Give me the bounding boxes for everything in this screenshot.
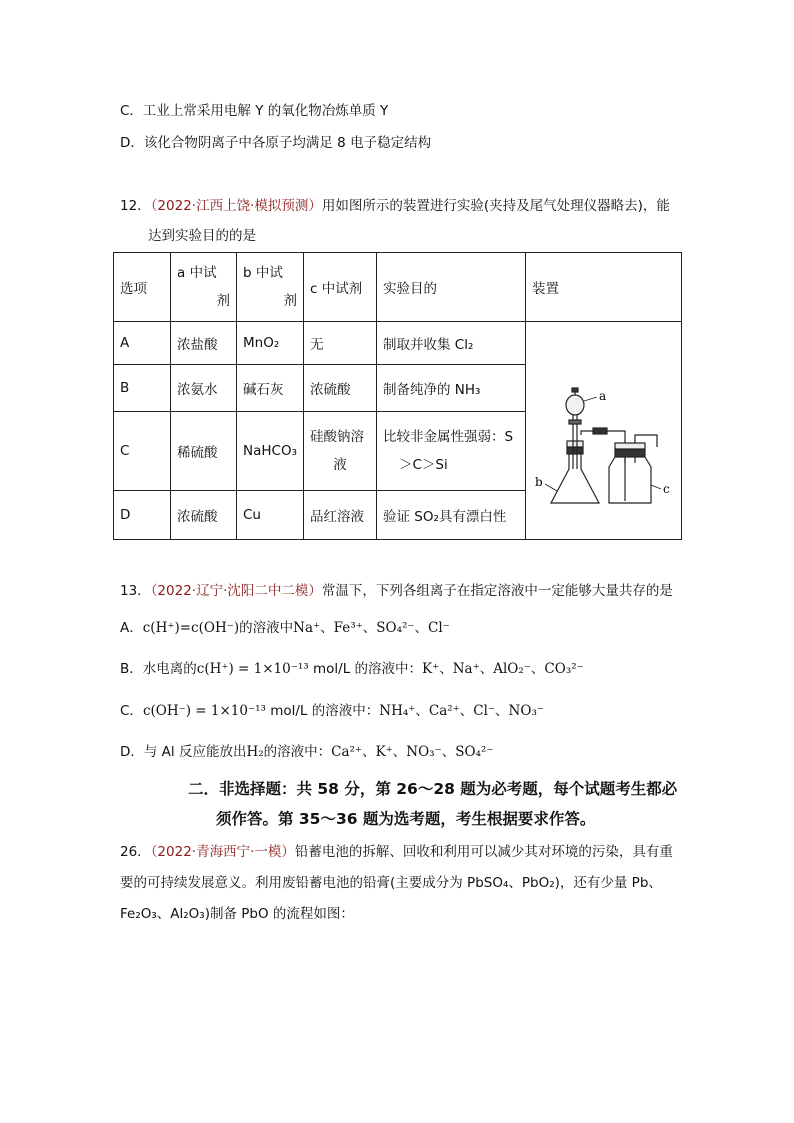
row-c-option: C <box>114 412 171 491</box>
q13-option-d <box>120 742 493 762</box>
q13-b-unit: mol/L 的溶液中： <box>308 661 423 677</box>
label-c-leader <box>651 485 661 489</box>
row-d-reagent-c: 品红溶液 <box>304 491 377 540</box>
apparatus-diagram <box>529 351 679 511</box>
q13-d-label: D．与 Al 反应能放出 <box>120 744 247 760</box>
q12-stem-line1 <box>120 196 670 216</box>
q13-stem-text: 常温下，下列各组离子在指定溶液中一定能够大量共存的是 <box>321 583 673 599</box>
q13-b-label: B．水电离的 <box>120 661 197 677</box>
q13-a-label: A． <box>120 620 143 636</box>
row-a-reagent-b: MnO₂ <box>237 322 304 365</box>
header-apparatus: 装置 <box>526 253 682 322</box>
header-goal: 实验目的 <box>377 253 526 322</box>
row-d-goal: 验证 SO₂具有漂白性 <box>377 491 526 540</box>
row-c-reagent-b: NaHCO₃ <box>237 412 304 491</box>
gas-bottle <box>609 443 651 503</box>
row-a-reagent-a: 浓盐酸 <box>171 322 237 365</box>
table-row <box>114 322 682 365</box>
label-b: b <box>534 474 543 489</box>
q13-stem <box>120 581 673 601</box>
row-a-reagent-c: 无 <box>304 322 377 365</box>
row-c-goal-bot: ＞C＞Si <box>399 457 448 473</box>
q26-line2: 要的可持续发展意义。利用废铅蓄电池的铅膏(主要成分为 PbSO₄、PbO₂)，还有少量 Pb、 <box>120 875 662 891</box>
row-a-option: A <box>114 322 171 365</box>
row-c-reagent-c-bot: 液 <box>333 457 347 473</box>
q13-a-ions: Na⁺、Fe³⁺、SO₄²⁻、Cl⁻ <box>293 620 450 636</box>
q13-a-text: 的溶液中 <box>239 620 294 636</box>
section2-heading-line2: 须作答。第 35～36 题为选考题，考生根据要求作答。 <box>216 810 596 828</box>
header-a-top: a 中试 <box>177 265 217 281</box>
q26-number: 26． <box>120 844 151 860</box>
option-c-text: C．工业上常采用电解 Y 的氧化物冶炼单质 Y <box>120 103 389 119</box>
q13-source: （2022·辽宁·沈阳二中二模） <box>150 583 322 599</box>
header-a-bot: 剂 <box>216 293 230 309</box>
q12-table <box>113 252 682 540</box>
row-b-reagent-c: 浓硫酸 <box>304 365 377 412</box>
option-d-text: D．该化合物阴离子中各原子均满足 8 电子稳定结构 <box>120 135 432 151</box>
row-c-reagent-c <box>304 412 377 491</box>
q13-b-ions: K⁺、Na⁺、AlO₂⁻、CO₃²⁻ <box>422 661 584 677</box>
q13-number: 13． <box>120 583 151 599</box>
q26-source: （2022·青海西宁·一模） <box>150 844 295 860</box>
header-b-top: b 中试 <box>243 265 283 281</box>
section2-heading-line1: 二．非选择题：共 58 分，第 26～28 题为必考题，每个试题考生都必 <box>188 780 678 798</box>
q13-option-a <box>120 618 450 638</box>
q13-c-unit: mol/L 的溶液中： <box>265 703 380 719</box>
row-b-option: B <box>114 365 171 412</box>
q12-number: 12． <box>120 198 151 214</box>
label-c: c <box>662 481 670 496</box>
q13-option-c <box>120 701 544 721</box>
header-b-bot: 剂 <box>283 293 297 309</box>
header-option: 选项 <box>114 253 171 322</box>
label-a-leader <box>584 397 597 401</box>
row-c-goal-top: 比较非金属性强弱：S <box>383 429 514 445</box>
q12-source: （2022·江西上饶·模拟预测） <box>150 198 322 214</box>
row-a-goal: 制取并收集 Cl₂ <box>377 322 526 365</box>
q13-d-text: 的溶液中： <box>263 744 332 760</box>
apparatus-cell <box>526 322 682 540</box>
q13-d-ions: Ca²⁺、K⁺、NO₃⁻、SO₄²⁻ <box>331 744 494 760</box>
label-b-leader <box>545 484 557 491</box>
header-b <box>237 253 304 322</box>
q13-c-label: C． <box>120 703 143 719</box>
row-d-reagent-b: Cu <box>237 491 304 540</box>
q13-d-h2: H₂ <box>246 744 264 760</box>
q26-text1: 铅蓄电池的拆解、回收和利用可以减少其对环境的污染，具有重 <box>294 844 673 860</box>
q12-stem-text: 用如图所示的装置进行实验(夹持及尾气处理仪器略去)，能 <box>321 198 670 214</box>
q13-option-b <box>120 659 584 679</box>
row-c-goal <box>377 412 526 491</box>
q26-line3: Fe₂O₃、Al₂O₃)制备 PbO 的流程如图： <box>120 906 354 922</box>
q13-c-ions: NH₄⁺、Ca²⁺、Cl⁻、NO₃⁻ <box>379 703 544 719</box>
row-d-reagent-a: 浓硫酸 <box>171 491 237 540</box>
row-c-reagent-c-top: 硅酸钠溶 <box>310 429 364 445</box>
q12-stem-line2: 达到实验目的的是 <box>148 228 256 244</box>
conical-flask <box>551 441 599 503</box>
row-b-reagent-b: 碱石灰 <box>237 365 304 412</box>
label-a: a <box>598 388 606 403</box>
row-b-reagent-a: 浓氨水 <box>171 365 237 412</box>
q13-c-cond: c(OH⁻) = 1×10⁻¹³ <box>142 703 266 719</box>
table-header-row <box>114 253 682 322</box>
header-a <box>171 253 237 322</box>
q13-a-cond: c(H⁺)=c(OH⁻) <box>142 620 240 636</box>
row-b-goal: 制备纯净的 NH₃ <box>377 365 526 412</box>
row-c-reagent-a: 稀硫酸 <box>171 412 237 491</box>
q26-line1 <box>120 842 673 862</box>
header-c: c 中试剂 <box>304 253 377 322</box>
q13-b-cond: c(H⁺) = 1×10⁻¹³ <box>196 661 309 677</box>
row-d-option: D <box>114 491 171 540</box>
